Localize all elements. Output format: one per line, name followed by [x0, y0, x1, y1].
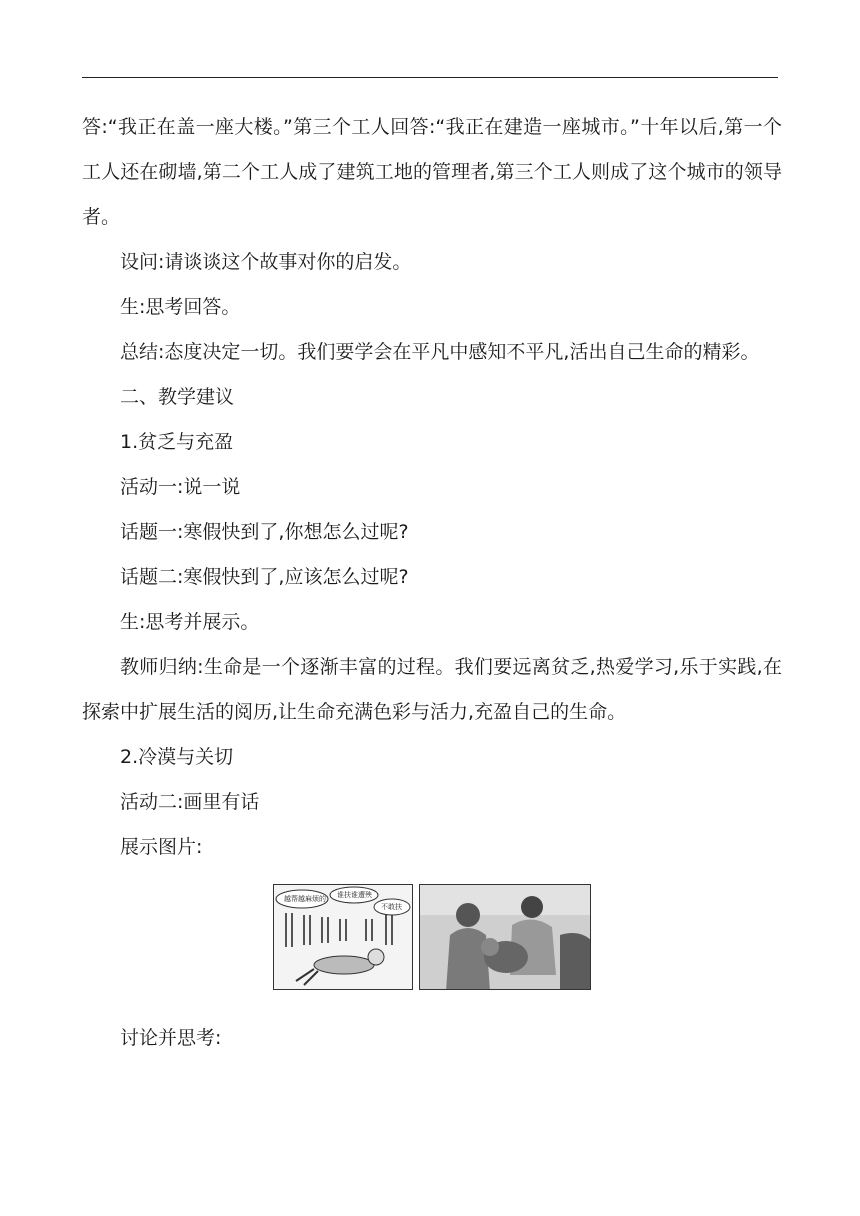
- header-rule: [82, 77, 778, 78]
- cartoon-image: [273, 884, 413, 990]
- paragraph-student-answer: 生:思考回答。: [120, 296, 241, 318]
- subsection-heading-1: 1.贫乏与充盈: [120, 431, 234, 453]
- bubble-3: 不敢扶: [381, 903, 402, 911]
- subsection-heading-2: 2.冷漠与关切: [120, 746, 234, 768]
- teacher-conclusion: 教师归纳:生命是一个逐渐丰富的过程。我们要远离贫乏,热爱学习,乐于实践,在探索中扩展生活的阅历,让生命充满色彩与活力,充盈自己的生命。: [82, 656, 782, 723]
- activity-1-title: 活动一:说一说: [120, 476, 241, 498]
- paragraph-question: 设问:请谈谈这个故事对你的启发。: [120, 251, 412, 273]
- illustration-pair: [82, 884, 782, 996]
- topic-1: 话题一:寒假快到了,你想怎么过呢?: [120, 521, 409, 543]
- bubble-1: 越帮越麻烦的: [284, 895, 326, 903]
- section-heading: 二、教学建议: [120, 386, 235, 408]
- student-show: 生:思考并展示。: [120, 611, 260, 633]
- photo-helping-elder: [419, 884, 591, 990]
- document-body: [82, 105, 782, 1061]
- paragraph-story-end: 答:“我正在盖一座大楼。”第三个工人回答:“我正在建造一座城市。”十年以后,第一个工人还在砌墙,第二个工人成了建筑工地的管理者,第三个工人则成了这个城市的领导者。: [82, 116, 782, 228]
- bubble-2: 谁扶谁遭殃: [337, 891, 372, 899]
- discussion-prompt: 讨论并思考:: [120, 1027, 222, 1049]
- topic-2: 话题二:寒假快到了,应该怎么过呢?: [120, 566, 409, 588]
- paragraph-summary: 总结:态度决定一切。我们要学会在平凡中感知不平凡,活出自己生命的精彩。: [120, 341, 760, 363]
- show-pictures: 展示图片:: [120, 836, 203, 858]
- activity-2-title: 活动二:画里有话: [120, 791, 260, 813]
